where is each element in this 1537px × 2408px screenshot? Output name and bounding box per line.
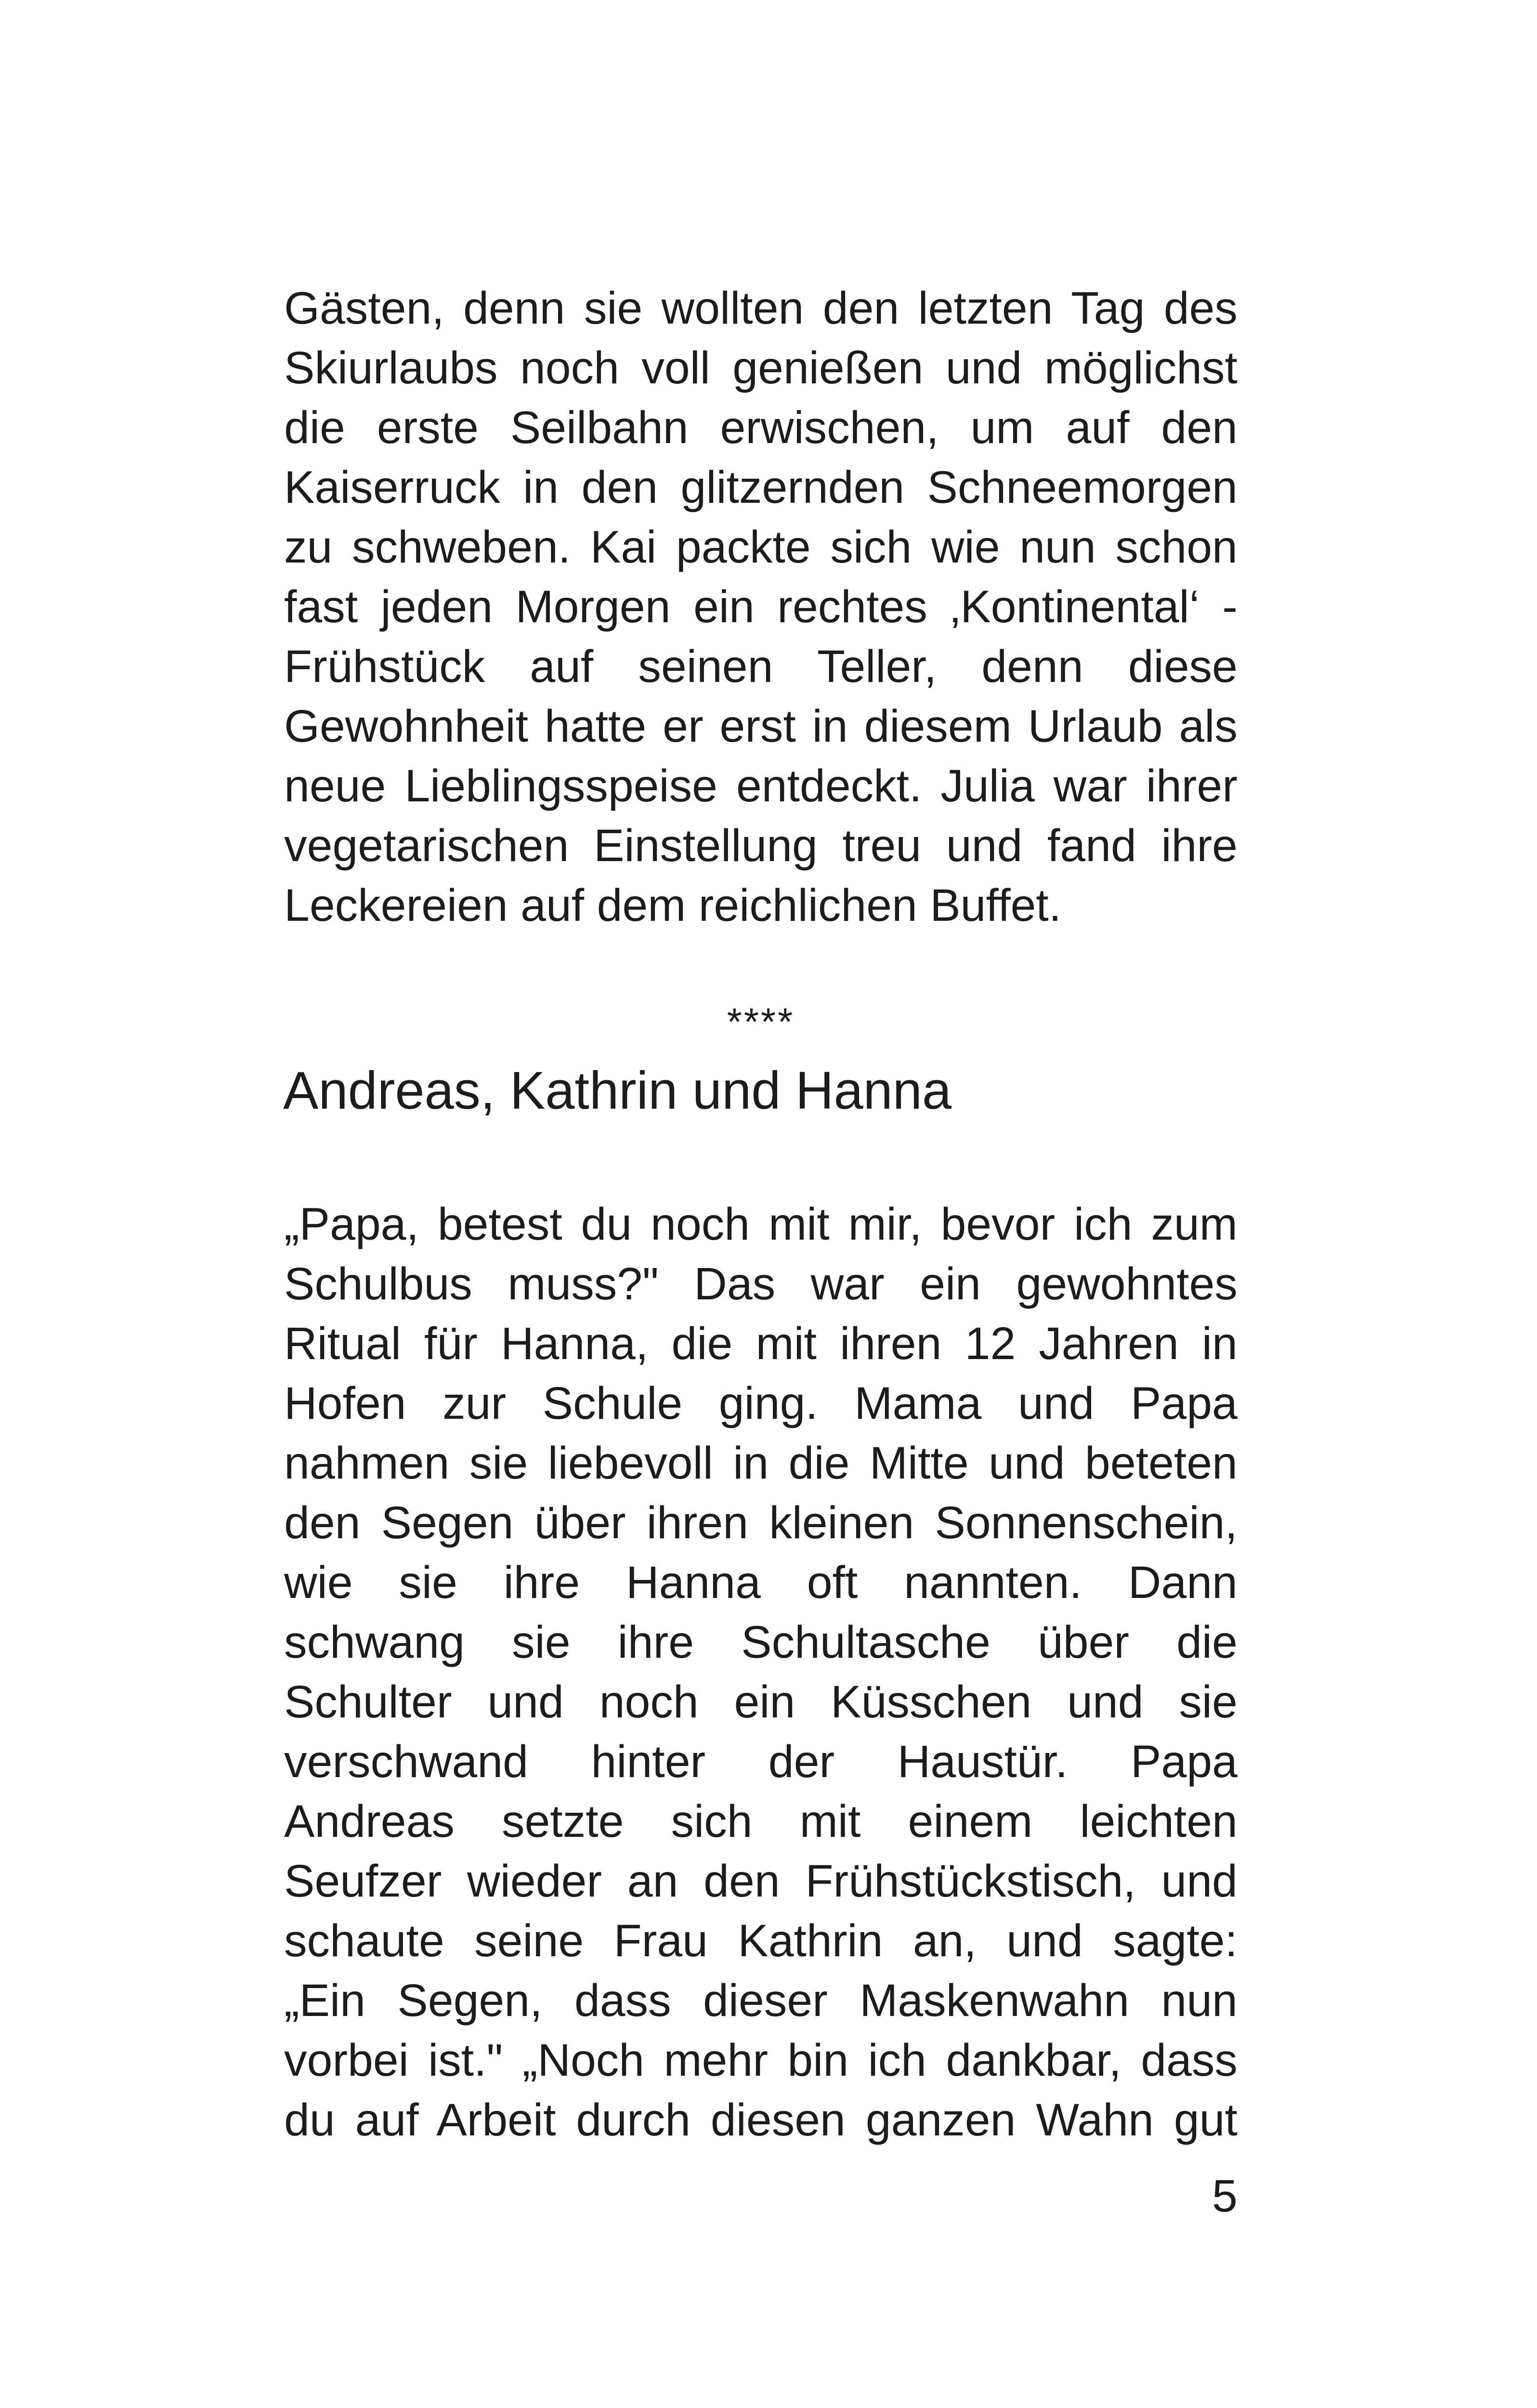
text-line: Gästen, denn sie wollten den letzten Tag des	[284, 283, 1237, 334]
text-line: Frühstück auf seinen Teller, denn diese	[284, 641, 1237, 692]
text-line: fast jeden Morgen ein rechtes ‚Kontinental‘ -	[284, 581, 1237, 632]
text-line: wie sie ihre Hanna oft nannten. Dann	[284, 1557, 1237, 1608]
text-line: „Papa, betest du noch mit mir, bevor ich zum	[284, 1199, 1237, 1250]
text-line: schwang sie ihre Schultasche über die	[284, 1617, 1237, 1668]
text-line: nahmen sie liebevoll in die Mitte und beteten	[284, 1438, 1237, 1489]
text-line: Gewohnheit hatte er erst in diesem Urlaub als	[284, 701, 1237, 752]
text-line: die erste Seilbahn erwischen, um auf den	[284, 402, 1237, 453]
text-line: schaute seine Frau Kathrin an, und sagte:	[284, 1915, 1237, 1966]
text-line: du auf Arbeit durch diesen ganzen Wahn gut	[284, 2094, 1237, 2146]
text-line: Leckereien auf dem reichlichen Buffet.	[284, 880, 1062, 931]
text-line: Hofen zur Schule ging. Mama und Papa	[284, 1378, 1237, 1429]
text-line: verschwand hinter der Haustür. Papa	[284, 1736, 1237, 1787]
body-paragraph-1	[284, 278, 1237, 935]
text-line: Kaiserruck in den glitzernden Schneemorgen	[284, 462, 1237, 513]
text-line: neue Lieblingsspeise entdeckt. Julia war ihrer	[284, 760, 1237, 811]
text-line: vorbei ist." „Noch mehr bin ich dankbar, dass	[284, 2035, 1237, 2086]
section-heading: Andreas, Kathrin und Hanna	[283, 1061, 952, 1120]
text-line: Schulter und noch ein Küsschen und sie	[284, 1676, 1237, 1727]
text-line: Schulbus muss?" Das war ein gewohntes	[284, 1258, 1237, 1309]
text-line: Skiurlaubs noch voll genießen und möglichst	[284, 342, 1237, 393]
text-line: den Segen über ihren kleinen Sonnenschein,	[284, 1497, 1237, 1548]
text-line: Andreas setzte sich mit einem leichten	[284, 1796, 1237, 1847]
text-line: zu schweben. Kai packte sich wie nun schon	[284, 522, 1237, 573]
page-number: 5	[1212, 2171, 1237, 2222]
section-separator: ****	[727, 1000, 795, 1043]
text-line: „Ein Segen, dass dieser Maskenwahn nun	[284, 1975, 1237, 2026]
text-line: Ritual für Hanna, die mit ihren 12 Jahren in	[284, 1318, 1237, 1369]
text-line: vegetarischen Einstellung treu und fand ihre	[284, 820, 1237, 871]
text-line: Seufzer wieder an den Frühstückstisch, und	[284, 1856, 1237, 1907]
body-paragraph-2	[284, 1194, 1237, 2150]
